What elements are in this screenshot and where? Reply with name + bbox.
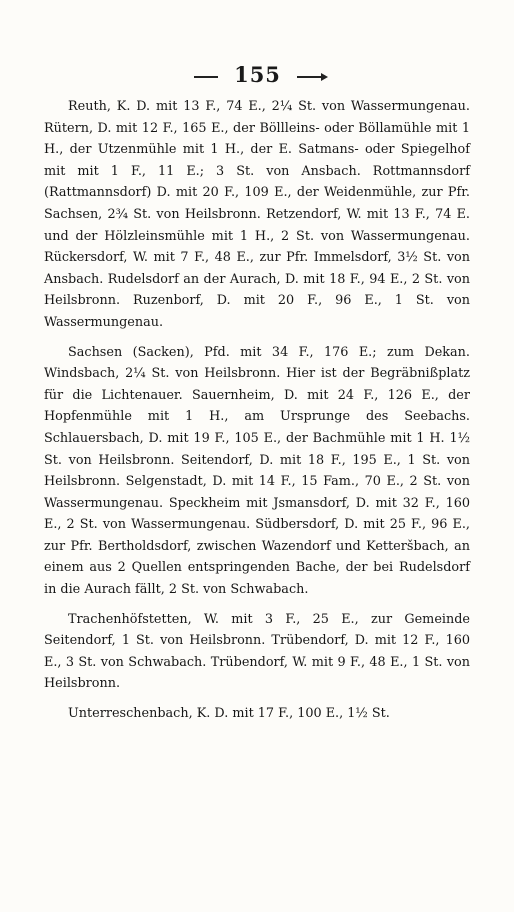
page-header — [0, 62, 514, 92]
page-number: 155 — [234, 62, 281, 87]
entry-paragraph: Unterreschenbach, K. D. mit 17 F., 100 E., 1½ St. — [68, 706, 390, 722]
header-right-dash — [297, 76, 321, 78]
page-body — [44, 96, 470, 725]
entry-paragraph: Reuth, K. D. mit 13 F., 74 E., 2¼ St. von Wassermungenau. Rütern, D. mit 12 F., 165 E., der Böllleins- oder Böllamühle mit 1 H., der Utzenmühle mit 1 H., der E. Satmans- oder Spiegelhof mit mit 1 F., 11 E.; 3 St. von Ansbach. Rottmannsdorf (Rattmannsdorf) D. mit 20 F., 109 E., der Weidenmühle, zur Pfr. Sachsen, 2¾ St. von Heilsbronn. Retzendorf, W. mit 13 F., 74 E. und der Hölzleinsmühle mit 1 H., 2 St. von Wassermungenau. Rückersdorf, W. mit 7 F., 48 E., zur Pfr. Immelsdorf, 3½ St. von Ansbach. Rudelsdorf an der Aurach, D. mit 18 F., 94 E., 2 St. von Heilsbronn. Ruzenborf, D. mit 20 F., 96 E., 1 St. von Wassermungenau. — [44, 99, 470, 330]
entry-paragraph: Sachsen (Sacken), Pfd. mit 34 F., 176 E.; zum Dekan. Windsbach, 2¼ St. von Heilsbronn. Hier ist der Begräbnißplatz für die Lichtenauer. Sauernheim, D. mit 24 F., 126 E., der Hopfenmühle mit 1 H., am Ursprunge des Seebachs. Schlauersbach, D. mit 19 F., 105 E., der Bachmühle mit 1 H. 1½ St. von Heilsbronn. Seitendorf, D. mit 18 F., 195 E., 1 St. von Heilsbronn. Selgenstadt, D. mit 14 F., 15 Fam., 70 E., 2 St. von Wassermungenau. Speckheim mit Jsmansdorf, D. mit 32 F., 160 E., 2 St. von Wassermungenau. Südbersdorf, D. mit 25 F., 96 E., zur Pfr. Bertholdsdorf, zwischen Wazendorf und Ketteršbach, an einem aus 2 Quellen entspringenden Bache, der bei Rudelsdorf in die Aurach fällt, 2 St. von Schwabach. — [44, 344, 470, 598]
header-arrow-icon — [321, 73, 328, 81]
entry-paragraph: Trachenhöfstetten, W. mit 3 F., 25 E., zur Gemeinde Seitendorf, 1 St. von Heilsbronn. Trübendorf, D. mit 12 F., 160 E., 3 St. von Schwabach. Trübendorf, W. mit 9 F., 48 E., 1 St. von Heilsbronn. — [44, 611, 470, 692]
header-left-dash — [194, 76, 218, 78]
